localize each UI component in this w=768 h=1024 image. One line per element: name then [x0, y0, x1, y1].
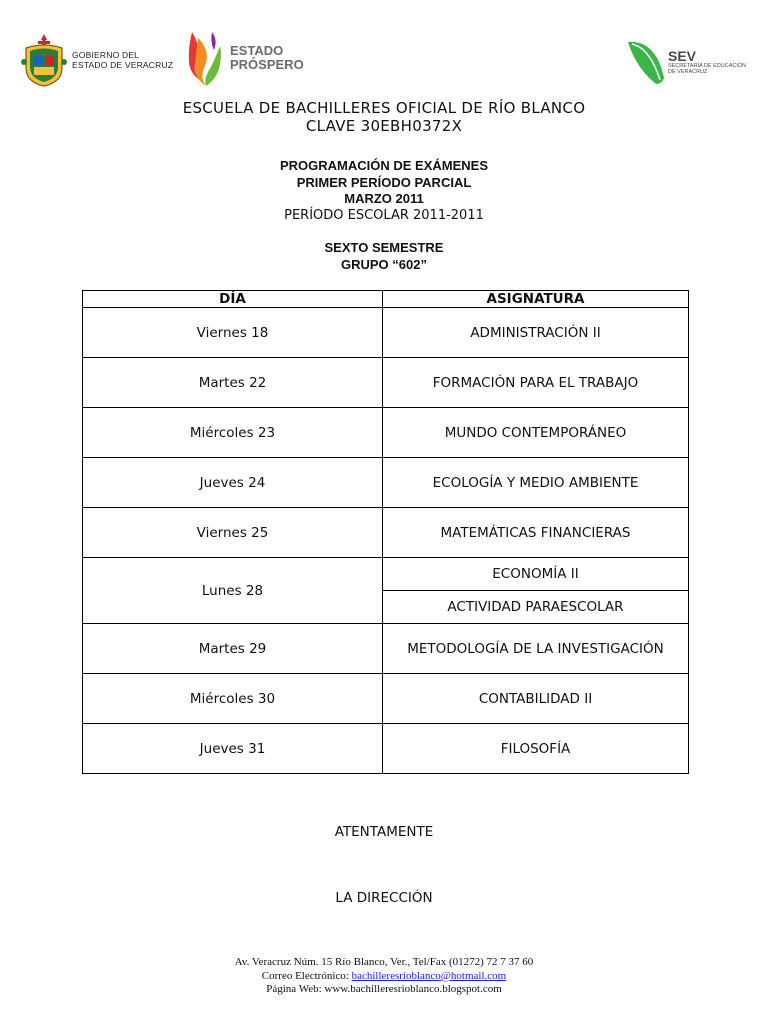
table-row: [83, 458, 689, 508]
gov-name: [72, 50, 173, 70]
ep-line-2: PRÓSPERO: [230, 57, 304, 72]
program-heading: [0, 158, 768, 224]
day-cell: Lunes 28: [83, 558, 383, 624]
gov-line-1: GOBIERNO DEL: [72, 50, 140, 60]
header-day: DÍA: [83, 291, 383, 308]
subject-cell: CONTABILIDAD II: [383, 674, 689, 724]
gov-line-2: ESTADO DE VERACRUZ: [72, 60, 174, 70]
table-row: [83, 674, 689, 724]
school-period: PERÍODO ESCOLAR 2011-2011: [284, 207, 484, 223]
subject-cell: FILOSOFÍA: [383, 724, 689, 774]
day-cell: Jueves 31: [83, 724, 383, 774]
table-row: [83, 508, 689, 558]
footer-web: Página Web: www.bachilleresrioblanco.blogspot.com: [266, 983, 502, 995]
group-heading: [0, 240, 768, 273]
email-label: Correo Electrónico:: [261, 969, 352, 982]
day-cell: Jueves 24: [83, 458, 383, 508]
sev-logo: [626, 38, 748, 86]
exam-schedule-table: [82, 290, 689, 774]
sev-title: SEV: [668, 48, 697, 64]
sev-subtitle: [668, 63, 748, 75]
veracruz-government-logo: [20, 32, 173, 88]
school-name: ESCUELA DE BACHILLERES OFICIAL DE RÍO BLANCO: [182, 99, 586, 117]
subject-cell: MATEMÁTICAS FINANCIERAS: [383, 508, 689, 558]
regards-text: ATENTAMENTE: [334, 824, 434, 840]
subject-cell: MUNDO CONTEMPORÁNEO: [383, 408, 689, 458]
leaf-icon: [626, 38, 666, 86]
email-link[interactable]: bachilleresrioblanco@hotmail.com: [351, 969, 507, 982]
day-cell: Viernes 18: [83, 308, 383, 358]
header-subject: ASIGNATURA: [383, 291, 689, 308]
day-cell: Miércoles 30: [83, 674, 383, 724]
signature-text: LA DIRECCIÓN: [335, 890, 433, 906]
program-month: MARZO 2011: [344, 191, 424, 206]
subject-cell: FORMACIÓN PARA EL TRABAJO: [383, 358, 689, 408]
day-cell: Viernes 25: [83, 508, 383, 558]
semester: SEXTO SEMESTRE: [324, 240, 444, 255]
subject-cell: ECONOMÍA II: [383, 558, 689, 591]
subject-cell: METODOLOGÍA DE LA INVESTIGACIÓN: [383, 624, 689, 674]
program-title: PROGRAMACIÓN DE EXÁMENES: [279, 158, 489, 173]
table-row: [83, 358, 689, 408]
group: GRUPO “602”: [341, 256, 427, 272]
ep-line-1: ESTADO: [230, 43, 284, 58]
school-clave: CLAVE 30EBH0372X: [305, 117, 463, 135]
subject-cell: ECOLOGÍA Y MEDIO AMBIENTE: [383, 458, 689, 508]
ep-name: [230, 44, 304, 72]
day-cell: Miércoles 23: [83, 408, 383, 458]
table-row: [83, 308, 689, 358]
subject-cell: ACTIVIDAD PARAESCOLAR: [383, 591, 689, 624]
footer-address: Av. Veracruz Núm. 15 Río Blanco, Ver., Tel/Fax (01272) 72 7 37 60: [234, 956, 534, 968]
table-row: [83, 558, 689, 591]
day-cell: Martes 29: [83, 624, 383, 674]
subject-cell: ADMINISTRACIÓN II: [383, 308, 689, 358]
school-heading: [0, 99, 768, 135]
header-logos: [0, 28, 768, 92]
table-row: [83, 408, 689, 458]
table-row: [83, 624, 689, 674]
veracruz-seal-icon: [20, 32, 68, 88]
footer-email-line: [0, 970, 768, 984]
day-cell: Martes 22: [83, 358, 383, 408]
flame-icon: [186, 28, 226, 88]
table-header-row: [83, 291, 689, 308]
footer: [0, 956, 768, 997]
estado-prospero-logo: [186, 28, 304, 88]
sev-line-1: SECRETARÍA DE EDUCACIÓN: [668, 63, 747, 69]
sev-line-2: DE VERACRUZ: [668, 69, 708, 75]
program-period: PRIMER PERÍODO PARCIAL: [296, 174, 472, 190]
table-row: [83, 724, 689, 774]
